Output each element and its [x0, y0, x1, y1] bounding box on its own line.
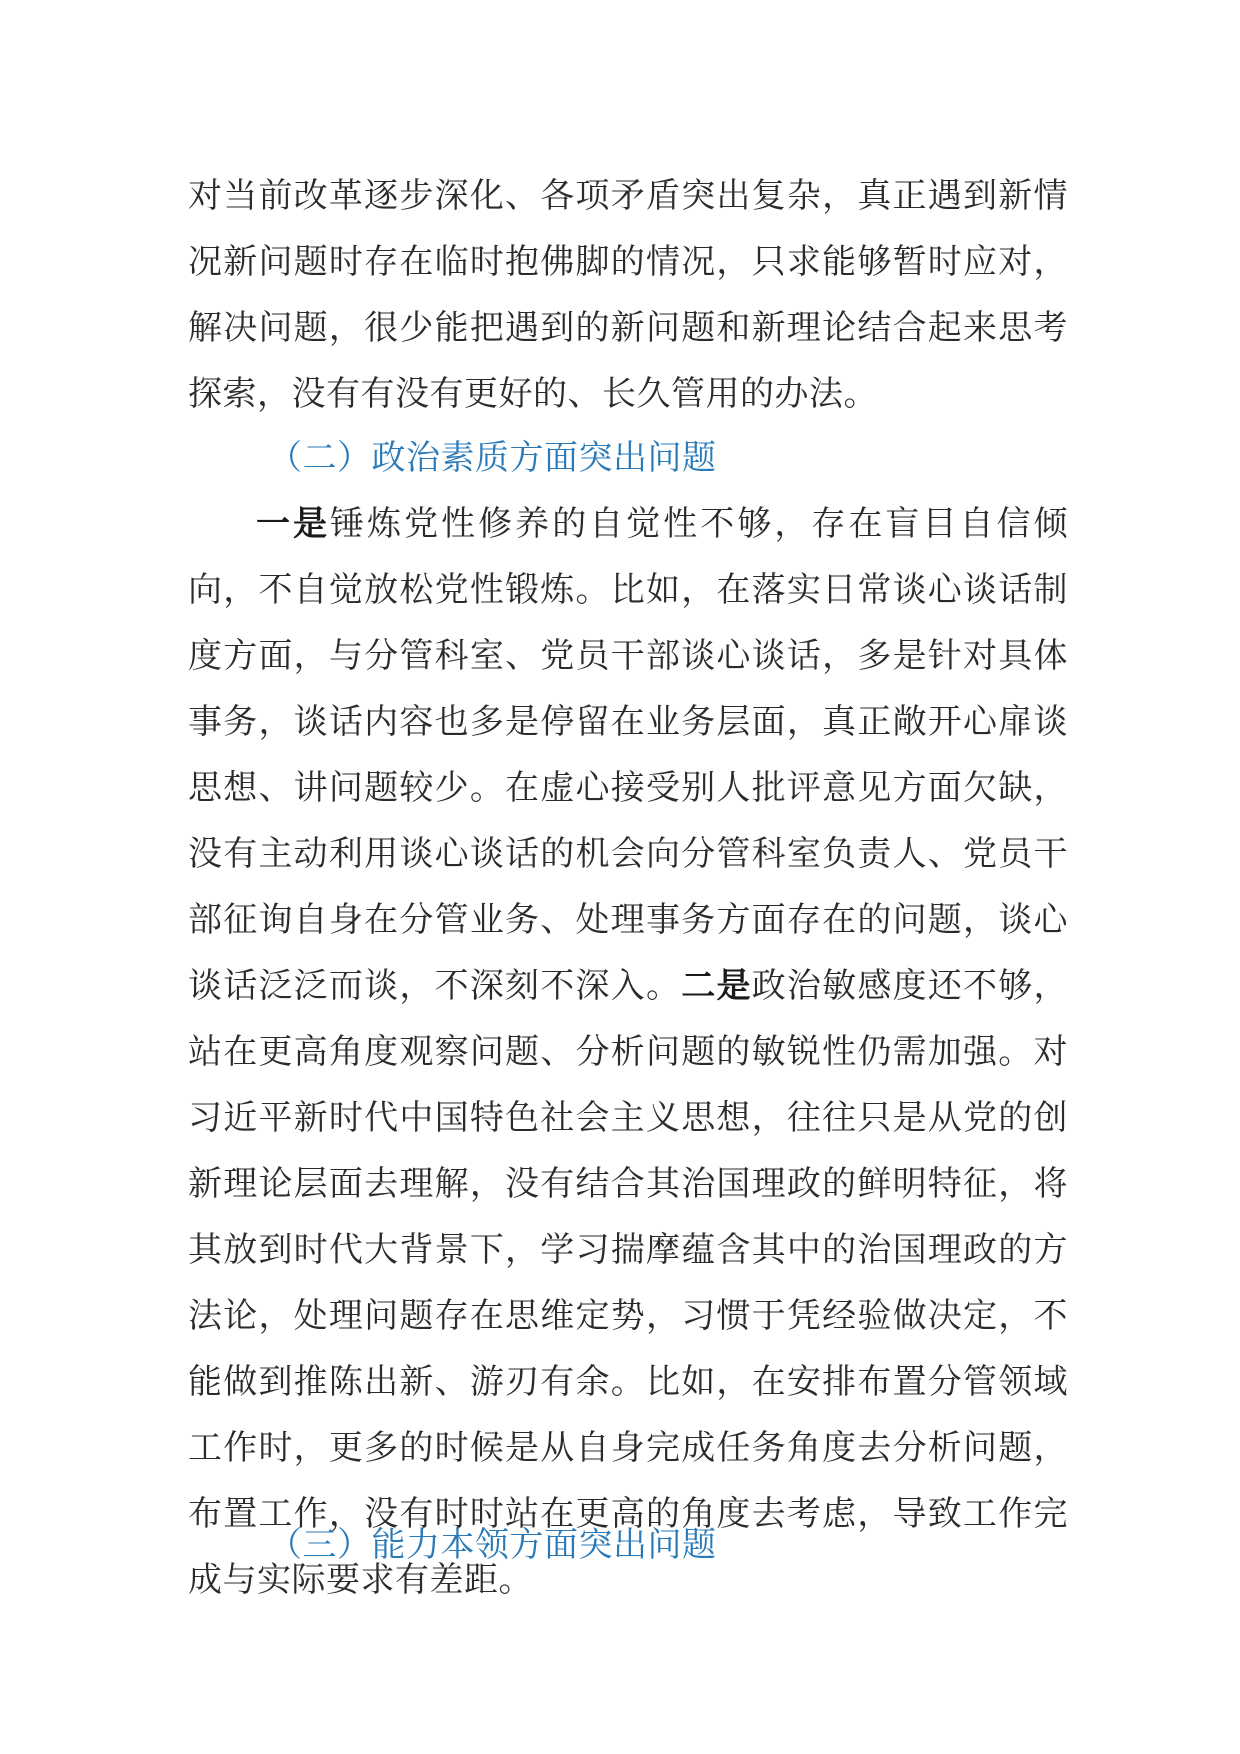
second-point-text: 政治敏感度还不够，站在更高角度观察问题、分析问题的敏锐性仍需加强。对习近平新时代中国特色社会主义思想，往往只是从党的创新理论层面去理解，没有结合其治国理政的鲜明特征，将其放到时代大背景下，学习揣摩蕴含其中的治国理政的方法论，处理问题存在思维定势，习惯于凭经验做决定，不能做到推陈出新、游刃有余。比如，在安排布置分管领域工作时，更多的时候是从自身完成任务角度去分析问题，布置工作，没有时时站在更高的角度去考虑，导致工作完成与实际要求有差距。 — [188, 966, 1069, 1600]
paragraph-continued: 对当前改革逐步深化、各项矛盾突出复杂，真正遇到新情况新问题时存在临时抱佛脚的情况，只求能够暂时应对，解决问题，很少能把遇到的新问题和新理论结合起来思考探索，没有有没有更好的、长久管用的办法。 — [188, 176, 1068, 414]
section-heading-political-quality: （二）政治素质方面突出问题 — [268, 438, 717, 478]
lead-first-point: 一是 — [256, 504, 331, 544]
paragraph-political-quality — [188, 491, 1068, 1613]
first-point-text: 锤炼党性修养的自觉性不够，存在盲目自信倾向，不自觉放松党性锻炼。比如，在落实日常谈心谈话制度方面，与分管科室、党员干部谈心谈话，多是针对具体事务，谈话内容也多是停留在业务层面，真正敞开心扉谈思想、讲问题较少。在虚心接受别人批评意见方面欠缺，没有主动利用谈心谈话的机会向分管科室负责人、党员干部征询自身在分管业务、处理事务方面存在的问题，谈心谈话泛泛而谈，不深刻不深入。 — [188, 504, 1069, 1006]
lead-second-point: 二是 — [681, 966, 752, 1006]
section-heading-ability: （三）能力本领方面突出问题 — [268, 1525, 717, 1565]
